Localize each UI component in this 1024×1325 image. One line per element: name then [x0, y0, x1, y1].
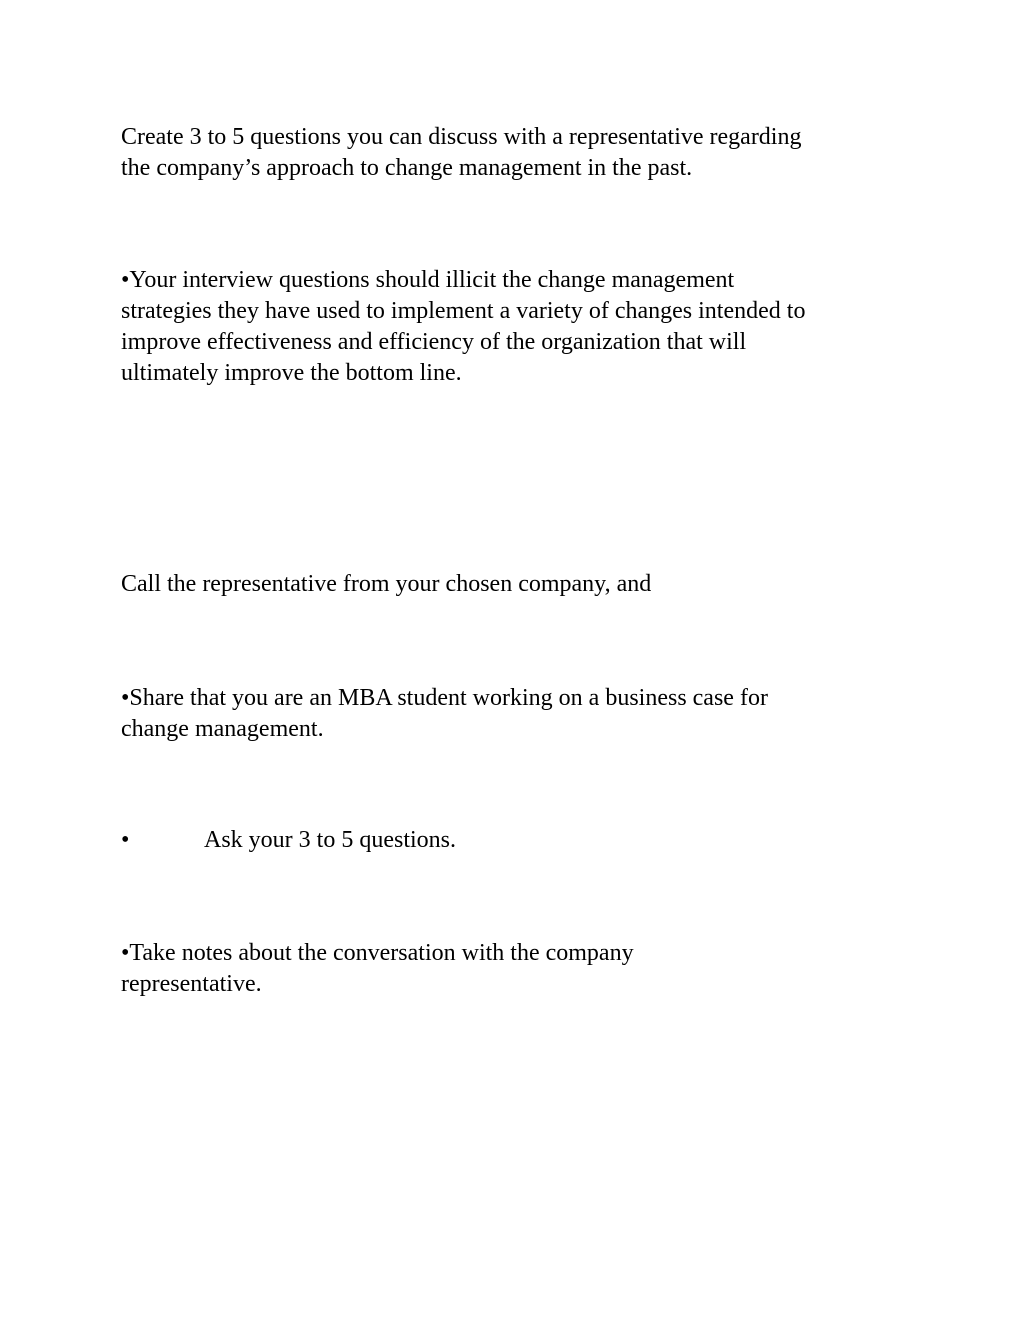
ask-step-item [121, 825, 901, 856]
interview-guidance-paragraph: •Your interview questions should illicit the change management strategies they have used to implement a variety of changes intended to improve effectiveness and efficiency of the organization that will ultimately improve the bottom line. [121, 267, 806, 386]
intro-paragraph: Create 3 to 5 questions you can discuss with a representative regarding the company’s approach to change management in the past. [121, 124, 802, 181]
notes-step-paragraph: •Take notes about the conversation with the company representative. [121, 940, 634, 997]
ask-step-text: Ask your 3 to 5 questions. [204, 827, 456, 853]
call-instruction-paragraph: Call the representative from your chosen company, and [121, 571, 652, 597]
bullet-glyph: • [121, 827, 130, 853]
share-step-paragraph: •Share that you are an MBA student working on a business case for change management. [121, 685, 768, 742]
